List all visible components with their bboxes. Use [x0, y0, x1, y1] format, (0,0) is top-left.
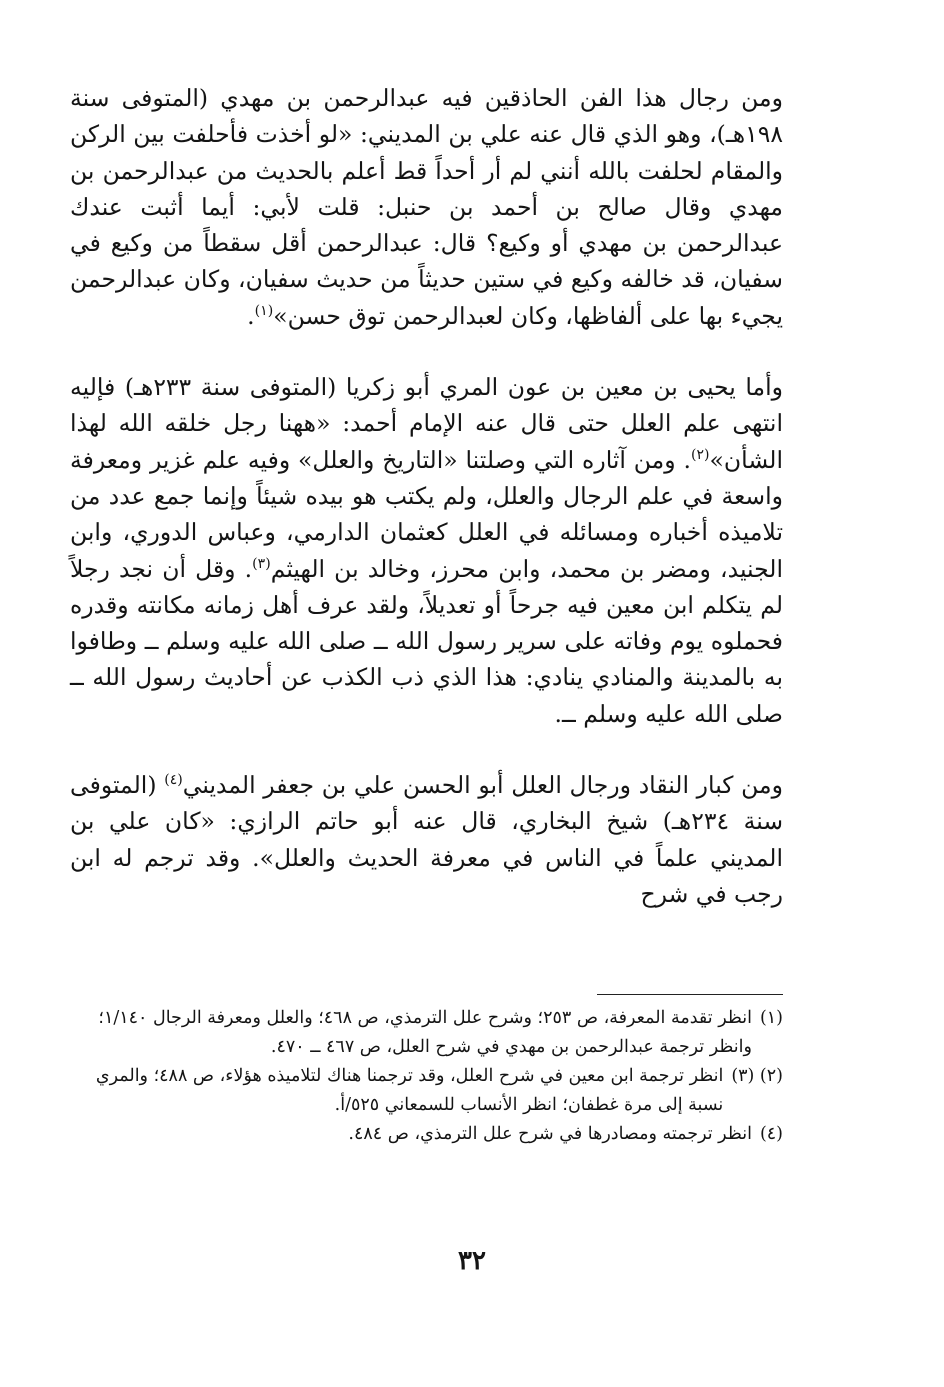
footnote-separator: [597, 994, 783, 995]
main-text: [70, 80, 783, 912]
footnote-text: انظر تقدمة المعرفة، ص ٢٥٣؛ وشرح علل الترمذي، ص ٤٦٨؛ والعلل ومعرفة الرجال ١/١٤٠؛ وانظر ترجمة عبدالرحمن بن مهدي في شرح العلل، ص ٤٦٧ ــ ٤٧٠.: [98, 1008, 752, 1057]
paragraph-text: وأما يحيى بن معين بن عون المري أبو زكريا (المتوفى سنة ٢٣٣هـ) فإليه انتهى علم العلل حتى قال عنه الإمام أحمد: «ههنا رجل خلقه الله لهذا الشأن»: [70, 373, 783, 474]
paragraph-text: . وقل أن نجد رجلاً لم يتكلم ابن معين فيه جرحاً أو تعديلاً، ولقد عرف أهل زمانه مكانته وقدره فحملوه يوم وفاته على سرير رسول الله ــ صلى الله عليه وسلم ــ وطافوا به بالمدينة والمنادي ينادي: هذا الذي ذب الكذب عن أحاديث رسول الله ــ صلى الله عليه وسلم ــ.: [70, 554, 783, 728]
footnote-ref-3: (٣): [252, 555, 271, 572]
paragraph-ibn-mahdi: [70, 80, 783, 334]
paragraph-text: ومن كبار النقاد ورجال العلل أبو الحسن علي بن جعفر المديني: [182, 771, 783, 800]
footnote-number: (٤): [759, 1124, 783, 1144]
paragraph-ibn-madini: [70, 767, 783, 912]
footnote-text: انظر ترجمة ابن معين في شرح العلل، وقد ترجمنا هناك لتلاميذه هؤلاء، ص ٤٨٨؛ والمري نسبة إلى مرة غطفان؛ انظر الأنساب للسمعاني ٥٢٥/أ.: [95, 1066, 724, 1115]
footnote-2-3: [80, 1062, 783, 1120]
footnote-number: (١): [759, 1008, 783, 1028]
footnote-text: انظر ترجمته ومصادرها في شرح علل الترمذي، ص ٤٨٤.: [348, 1124, 752, 1144]
footnotes: [80, 1004, 783, 1149]
footnote-number: (٢) (٣): [731, 1066, 783, 1086]
footnote-ref-4: (٤): [164, 772, 183, 789]
paragraph-text: ومن رجال هذا الفن الحاذقين فيه عبدالرحمن بن مهدي (المتوفى سنة ١٩٨هـ)، وهو الذي قال عنه علي بن المديني: «لو أخذت فأحلفت بين الركن والمقام لحلفت بالله أنني لم أر أحداً قط أعلم بالحديث من عبدالرحمن بن مهدي وقال صالح بن أحمد بن حنبل: قلت لأبي: أيما أثبت عندك عبدالرحمن بن مهدي أو وكيع؟ قال: عبدالرحمن أقل سقطاً من وكيع في سفيان، قد خالفه وكيع في ستين حديثاً من حديث سفيان، وكان عبدالرحمن يجيء بها على ألفاظها، وكان لعبدالرحمن توق حسن»: [70, 84, 783, 330]
paragraph-end: .: [247, 301, 255, 330]
footnote-1: [80, 1004, 783, 1062]
paragraph-text: . ومن آثاره التي وصلتنا «التاريخ والعلل» وفيه علم غزير ومعرفة واسعة في علم الرجال والعلل، ولم يكتب هو بيده شيئاً وإنما جمع عدد من تلاميذه أخباره ومسائله في العلل كعثمان الدارمي، وعباس الدوري، وابن الجنيد، ومضر بن محمد، وابن محرز، وخالد بن الهيثم: [70, 445, 783, 583]
page-number: ٣٢: [458, 1246, 486, 1276]
footnote-ref-2: (٢): [690, 446, 710, 463]
footnote-ref-1: (١): [254, 302, 274, 319]
paragraph-ibn-maeen: [70, 369, 783, 732]
footnote-4: [80, 1120, 783, 1149]
paragraph-text: (المتوفى سنة ٢٣٤هـ) شيخ البخاري، قال عنه أبو حاتم الرازي: «كان علي بن المديني علماً في الناس في معرفة الحديث والعلل». وقد ترجم له ابن رجب في شرح: [70, 771, 784, 908]
